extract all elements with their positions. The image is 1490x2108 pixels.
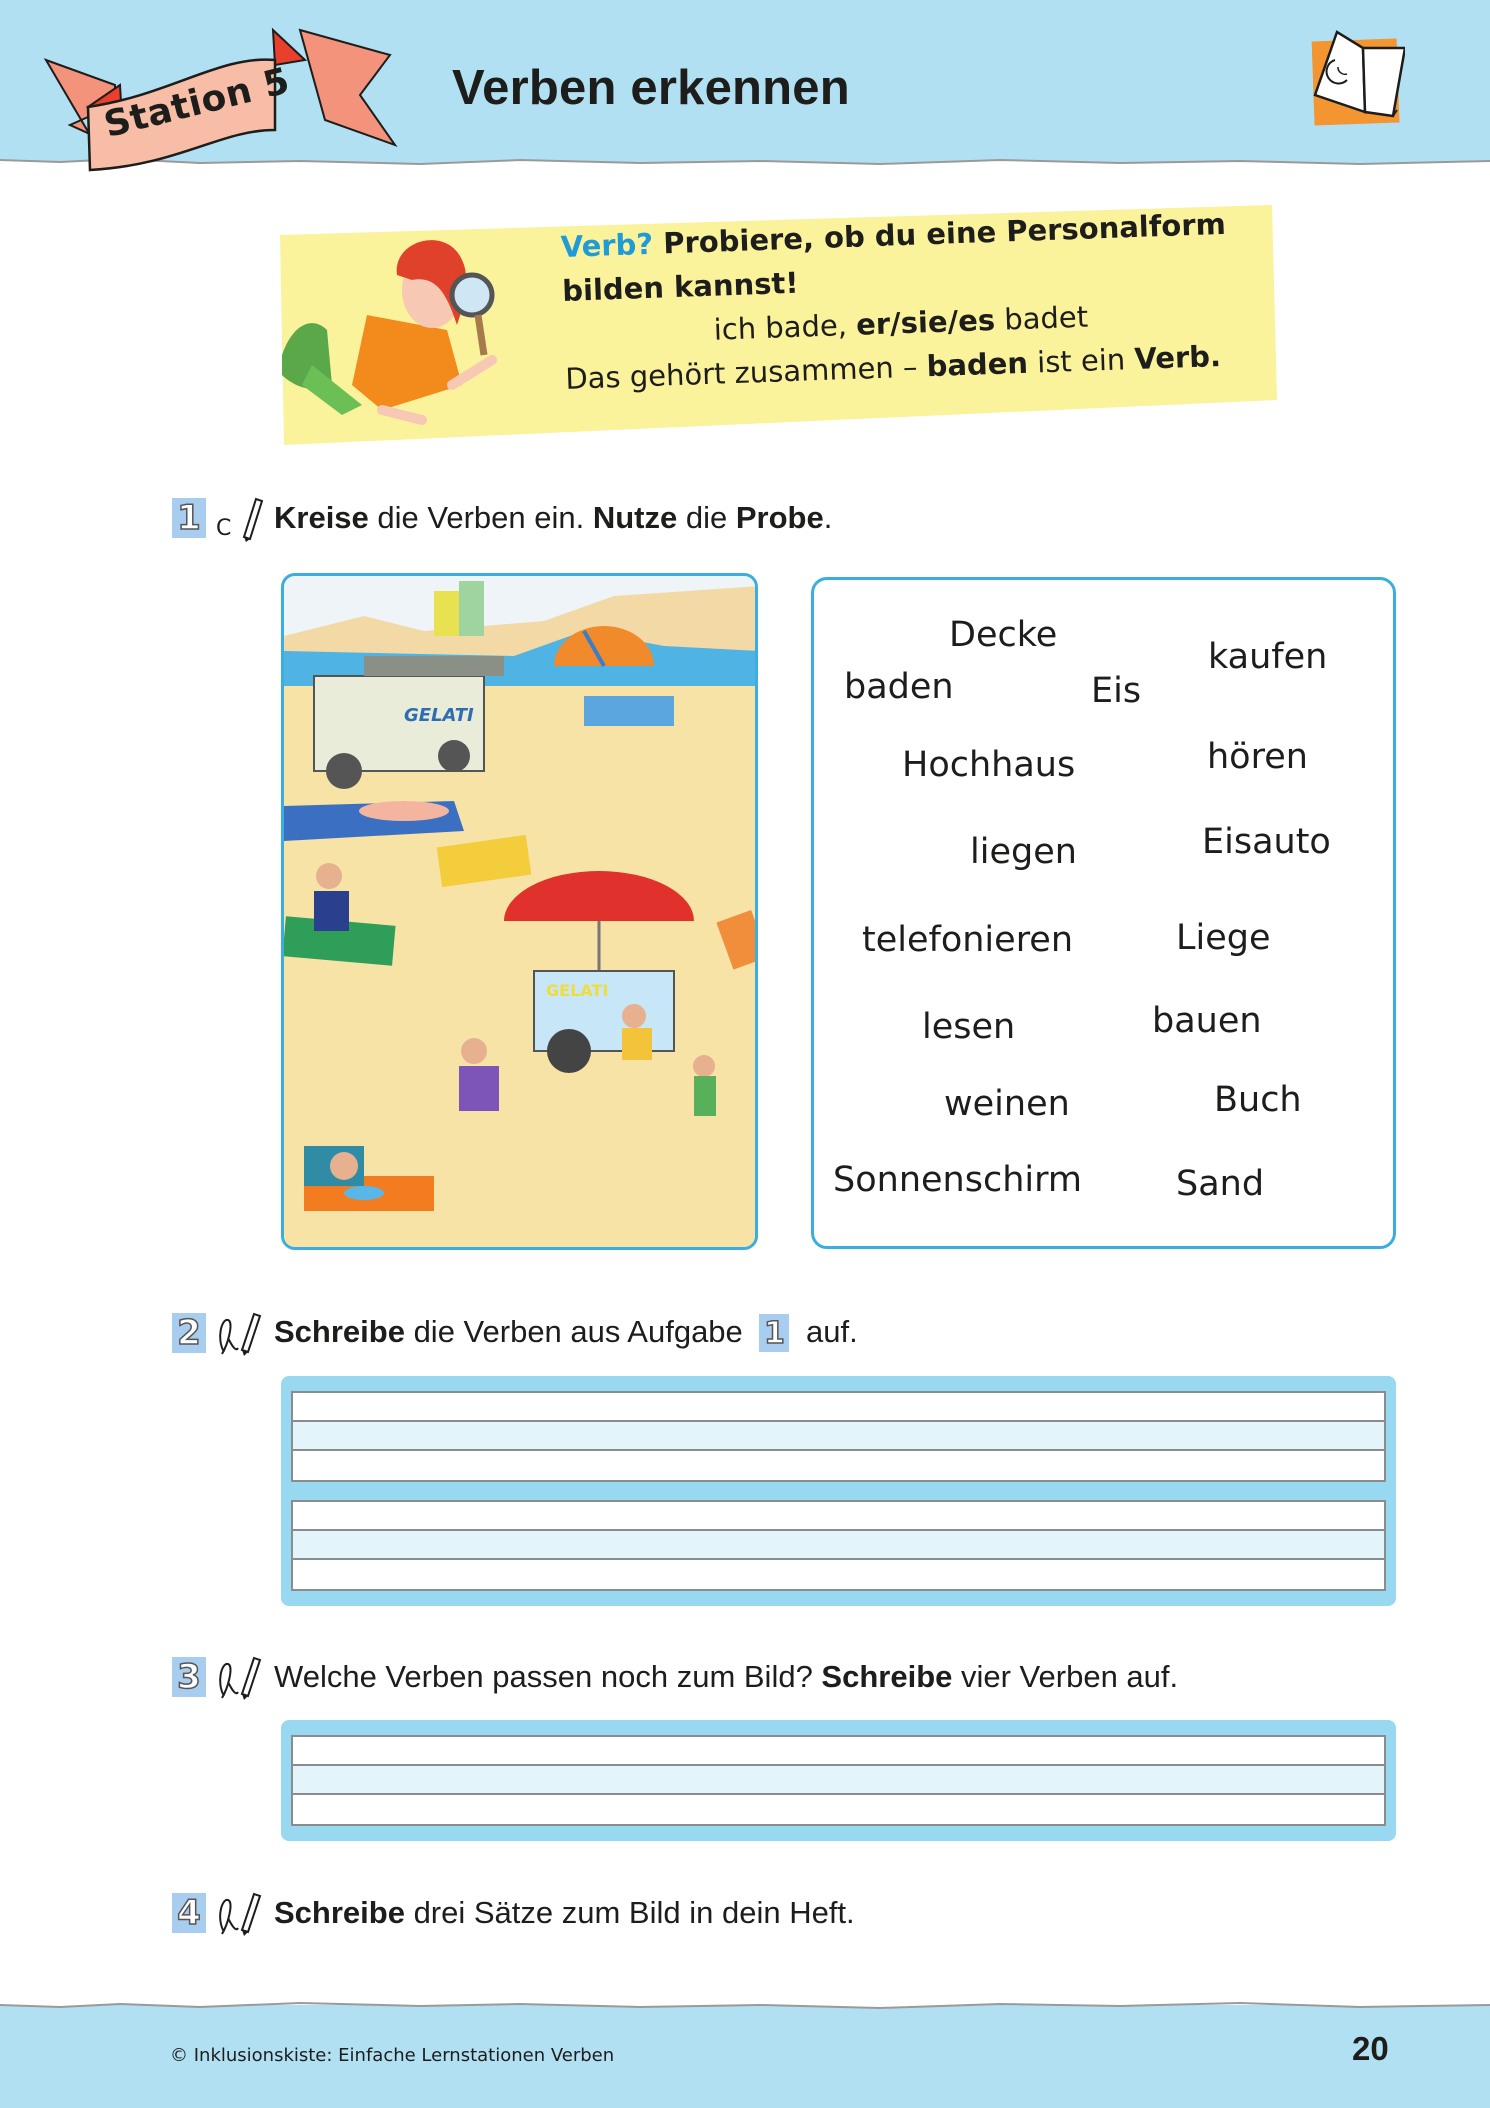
page-number: 20 xyxy=(1352,2030,1389,2067)
tip-line-4-c: ist ein xyxy=(1027,342,1135,380)
writing-line-group[interactable] xyxy=(291,1500,1386,1591)
word-item[interactable]: liegen xyxy=(970,832,1077,872)
word-item[interactable]: Buch xyxy=(1214,1080,1302,1120)
word-item[interactable]: Liege xyxy=(1176,918,1271,958)
word-item[interactable]: baden xyxy=(844,667,954,707)
task-1-part: Nutze xyxy=(592,500,678,535)
task-1-part: . xyxy=(823,500,833,535)
task-number-badge: 3 xyxy=(172,1657,206,1697)
tip-text xyxy=(560,200,1286,401)
task-3-part: Schreibe xyxy=(821,1659,953,1694)
word-item[interactable]: kaufen xyxy=(1208,637,1328,677)
gelati-sign-truck: GELATI xyxy=(404,705,474,726)
page-title: Verben erkennen xyxy=(452,61,850,115)
task-3-part: vier Verben auf. xyxy=(952,1659,1179,1694)
tip-line-3-a: ich bade, xyxy=(713,307,857,347)
copyright-text: © Inklusionskiste: Einfache Lernstationen Verben xyxy=(170,2045,615,2066)
task-4-part: Schreibe xyxy=(274,1895,405,1930)
task-2-text xyxy=(274,1314,858,1353)
girl-with-magnifier-illustration xyxy=(272,235,562,435)
line-row xyxy=(293,1737,1384,1766)
circle-pencil-icon xyxy=(214,493,264,543)
task-1-part: Kreise xyxy=(274,500,369,535)
task-4-text xyxy=(274,1895,855,1931)
word-item[interactable]: Sonnenschirm xyxy=(833,1160,1082,1200)
word-item[interactable]: lesen xyxy=(922,1007,1016,1047)
line-row xyxy=(293,1422,1384,1451)
station-ribbon xyxy=(30,25,430,185)
open-book-reading-icon xyxy=(1305,30,1405,130)
word-box xyxy=(811,577,1396,1249)
torn-edge-divider xyxy=(0,1997,1490,2011)
tip-line-4-b: baden xyxy=(926,345,1029,384)
write-pencil-icon xyxy=(214,1652,264,1702)
task-1-instruction xyxy=(172,493,832,543)
line-row xyxy=(293,1502,1384,1531)
task-3-instruction xyxy=(172,1652,1178,1702)
task-2-part: Schreibe xyxy=(274,1313,405,1349)
word-item[interactable]: Hochhaus xyxy=(902,745,1076,785)
word-item[interactable]: telefonieren xyxy=(862,920,1074,960)
task-2-instruction xyxy=(172,1308,858,1358)
word-item[interactable]: weinen xyxy=(944,1084,1070,1124)
beach-scene-picture xyxy=(281,573,758,1250)
word-item[interactable]: Eisauto xyxy=(1202,822,1331,862)
word-item[interactable]: bauen xyxy=(1152,1001,1262,1041)
tip-line-3-c: badet xyxy=(994,299,1089,337)
write-pencil-icon xyxy=(214,1308,264,1358)
station-label: Station 5 xyxy=(100,60,294,146)
tip-box xyxy=(272,205,1277,445)
task-4-instruction xyxy=(172,1888,855,1938)
task-number-badge: 1 xyxy=(172,498,206,538)
word-item[interactable]: Sand xyxy=(1176,1164,1265,1204)
line-row xyxy=(293,1795,1384,1824)
task-number-badge: 2 xyxy=(172,1313,206,1353)
task-4-part: drei Sätze zum Bild in dein Heft. xyxy=(404,1895,855,1930)
task-1-part: die xyxy=(677,500,736,535)
write-pencil-icon xyxy=(214,1888,264,1938)
word-item[interactable]: Eis xyxy=(1091,671,1142,711)
line-row xyxy=(293,1451,1384,1480)
line-row xyxy=(293,1766,1384,1795)
task-2-part: auf. xyxy=(797,1313,858,1349)
task-1-text xyxy=(274,500,832,536)
task-3-text xyxy=(274,1659,1178,1695)
writing-lines-task-2 xyxy=(281,1376,1396,1606)
tip-line-3-b: er/sie/es xyxy=(855,302,996,342)
writing-line-group[interactable] xyxy=(291,1735,1386,1826)
word-item[interactable]: hören xyxy=(1207,737,1308,777)
writing-lines-task-3 xyxy=(281,1720,1396,1841)
tip-line-4-a: Das gehört zusammen – xyxy=(564,349,928,396)
line-row xyxy=(293,1531,1384,1560)
tip-line-2-text: bilden kannst! xyxy=(561,265,800,308)
task-1-part: die Verben ein. xyxy=(368,500,593,535)
svg-text:C: C xyxy=(216,516,232,541)
word-item[interactable]: Decke xyxy=(949,615,1058,655)
line-row xyxy=(293,1393,1384,1422)
task-number-badge: 4 xyxy=(172,1893,206,1933)
task-1-part: Probe xyxy=(735,500,824,535)
task-reference-badge: 1 xyxy=(759,1314,789,1352)
task-2-part: die Verben aus Aufgabe xyxy=(404,1313,752,1349)
task-3-part: Welche Verben passen noch zum Bild? xyxy=(274,1659,822,1694)
writing-line-group[interactable] xyxy=(291,1391,1386,1482)
tip-line-1-rest: Probiere, ob du eine Personalform xyxy=(652,206,1227,261)
gelati-sign-cart: GELATI xyxy=(546,981,609,1000)
line-row xyxy=(293,1560,1384,1589)
tip-lead: Verb? xyxy=(560,226,654,264)
tip-line-4-d: Verb. xyxy=(1133,339,1222,377)
